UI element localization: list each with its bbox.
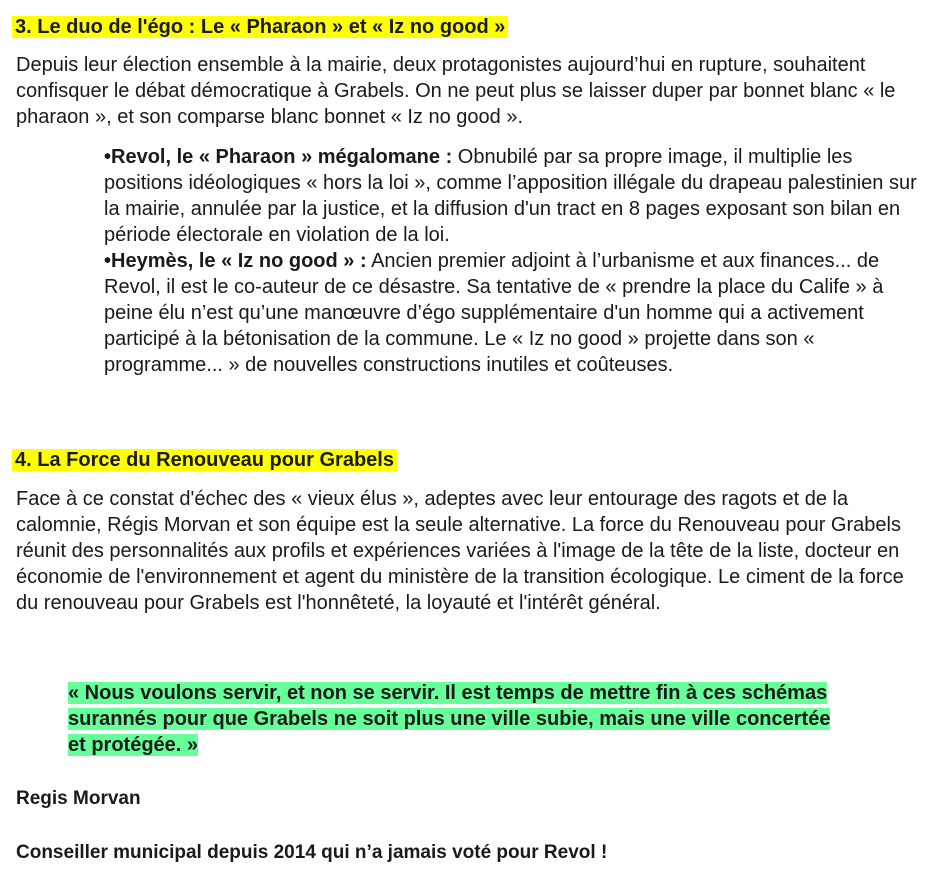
bullet-revol-title: •Revol, le « Pharaon » mégalomane :: [104, 146, 453, 168]
section-3-bullet-list: [104, 144, 924, 378]
section-4-heading-text: 4. La Force du Renouveau pour Grabels: [12, 449, 397, 471]
section-4-body: Face à ce constat d'échec des « vieux élus », adeptes avec leur entourage des ragots et de la calomnie, Régis Morvan et son équipe est la seule alternative. La force du Renouveau pour Grabels réunit des personnalités aux profils et expériences variées à l'image de la tête de la liste, docteur en économie de l'environnement et agent du ministère de la transition écologique. Le ciment de la force du renouveau pour Grabels est l'honnêteté, la loyauté et l'intérêt général.: [16, 488, 904, 614]
bullet-heymes-title: •Heymès, le « Iz no good » :: [104, 250, 367, 272]
bullet-revol-text: Obnubilé par sa propre image, il multiplie les positions idéologiques « hors la loi », comme l’apposition illégale du drapeau palestinien sur la mairie, annulée par la justice, et la diffusion d'un tract en 8 pages exposant son bilan en période électorale en violation de la loi.: [104, 146, 917, 246]
signature-name: Regis Morvan: [16, 788, 141, 809]
bullet-heymes: [104, 248, 924, 378]
section-3-heading-text: 3. Le duo de l'égo : Le « Pharaon » et « Iz no good »: [12, 16, 508, 38]
section-4-heading: [12, 447, 397, 473]
bullet-revol: [104, 144, 924, 248]
section-3-intro: Depuis leur élection ensemble à la mairie, deux protagonistes aujourd’hui en rupture, souhaitent confisquer le débat démocratique à Grabels. On ne peut plus se laisser duper par bonnet blanc « le pharaon », et son comparse blanc bonnet « Iz no good ».: [16, 54, 896, 128]
section-3-heading: [12, 14, 508, 40]
bullet-heymes-text: Ancien premier adjoint à l’urbanisme et aux finances... de Revol, il est le co-auteur de ce désastre. Sa tentative de « prendre la place du Calife » à peine élu n’est qu’une manœuvre d’égo supplémentaire d'un homme qui a activement participé à la bétonisation de la commune. Le « Iz no good » projette dans son « programme... » de nouvelles constructions inutiles et coûteuses.: [104, 250, 884, 376]
campaign-quote-text: « Nous voulons servir, et non se servir. Il est temps de mettre fin à ces schémas surannés pour que Grabels ne soit plus une ville subie, mais une ville concertée et protégée. »: [68, 682, 831, 756]
signature-role: Conseiller municipal depuis 2014 qui n’a jamais voté pour Revol !: [16, 842, 608, 863]
campaign-quote: [68, 680, 848, 758]
